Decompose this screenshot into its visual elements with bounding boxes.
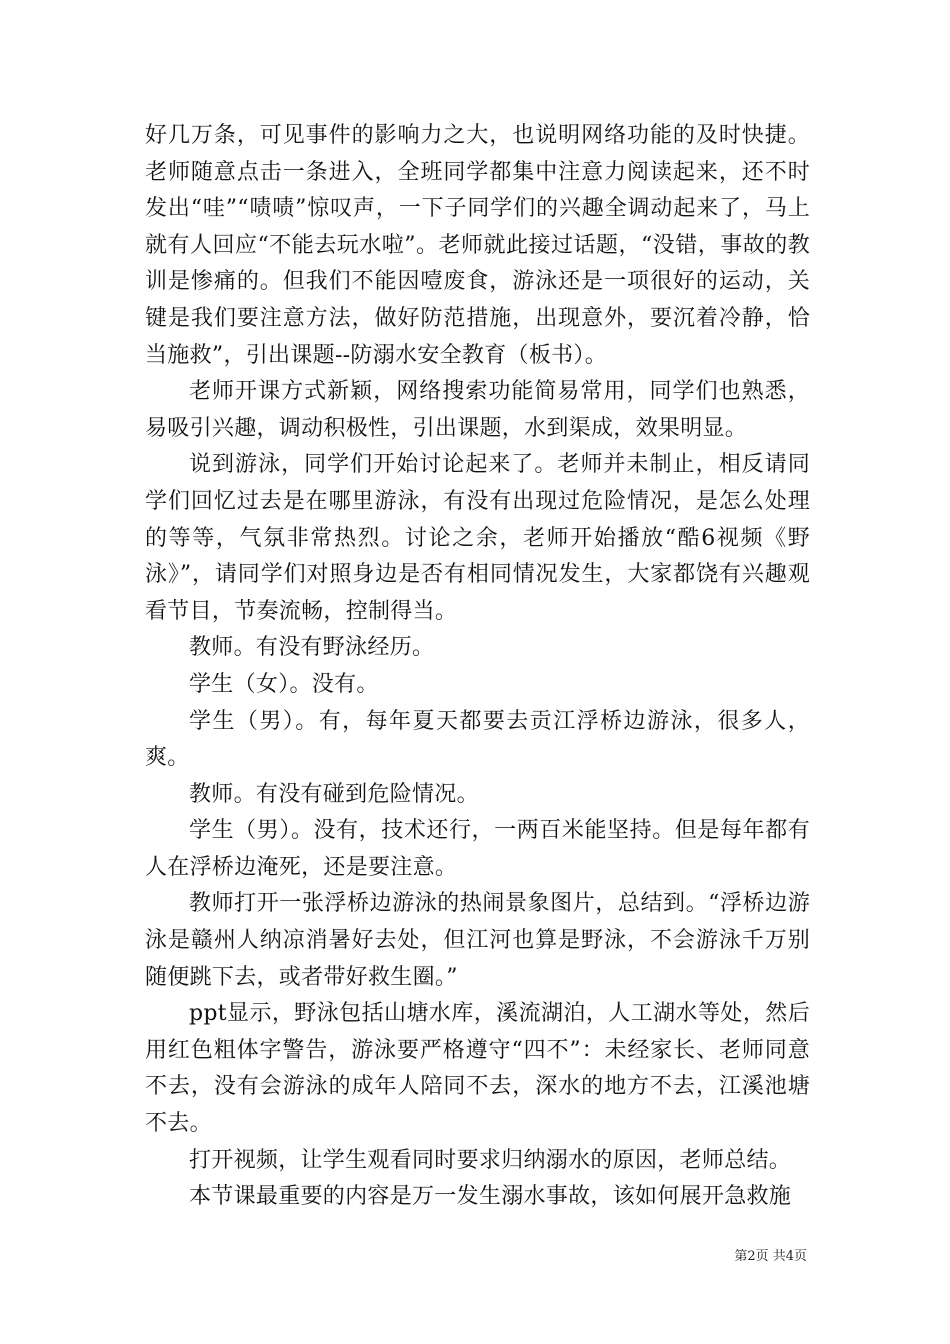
dialogue-teacher-1: 教师。有没有野泳经历。 (189, 635, 435, 661)
dialogue-student-male-1: 学生（男）。有，每年夏天都要去贡江浮桥边游泳，很多人，爽。 (145, 708, 810, 771)
dialogue-student-female: 学生（女）。没有。 (189, 671, 379, 697)
paragraph-1: 好几万条，可见事件的影响力之大，也说明网络功能的及时快捷。老师随意点击一条进入，全班同学都集中注意力阅读起来，还不时发出“哇”“啧啧”惊叹声，一下子同学们的兴趣全调动起来了，马上就有人回应“不能去玩水啦”。老师就此接过话题，“没错，事故的教训是惨痛的。但我们不能因噎废食，游泳还是一项很好的运动，关键是我们要注意方法，做好防范措施，出现意外，要沉着冷静，恰当施救”，引出课题--防溺水安全教育（板书）。 (145, 123, 810, 368)
document-body (145, 118, 810, 1216)
paragraph-video: 打开视频，让学生观看同时要求归纳溺水的原因，老师总结。 (189, 1147, 792, 1173)
paragraph-2: 老师开课方式新颖，网络搜索功能简易常用，同学们也熟悉，易吸引兴趣，调动积极性，引出课题，水到渠成，效果明显。 (145, 379, 810, 441)
paragraph-3: 说到游泳，同学们开始讨论起来了。老师并未制止，相反请同学们回忆过去是在哪里游泳，有没有出现过危险情况，是怎么处理的等等，气氛非常热烈。讨论之余，老师开始播放“酷6视频《野泳》”，请同学们对照身边是否有相同情况发生，大家都饶有兴趣观看节目，节奏流畅，控制得当。 (145, 452, 810, 624)
paragraph-last: 本节课最重要的内容是万一发生溺水事故，该如何展开急救施 (189, 1184, 792, 1210)
dialogue-teacher-2: 教师。有没有碰到危险情况。 (189, 781, 479, 807)
page-number-footer: 第2页 共4页 (734, 1249, 807, 1264)
paragraph-teacher-summary: 教师打开一张浮桥边游泳的热闹景象图片，总结到。“浮桥边游泳是赣州人纳凉消暑好去处，但江河也算是野泳，不会游泳千万别随便跳下去，或者带好救生圈。” (145, 891, 810, 990)
dialogue-student-male-2: 学生（男）。没有，技术还行，一两百米能坚持。但是每年都有人在浮桥边淹死，还是要注意。 (145, 818, 810, 880)
paragraph-ppt: ppt显示，野泳包括山塘水库，溪流湖泊，人工湖水等处，然后用红色粗体字警告，游泳要严格遵守“四不”：未经家长、老师同意不去，没有会游泳的成年人陪同不去，深水的地方不去，江溪池塘不去。 (145, 1001, 810, 1137)
